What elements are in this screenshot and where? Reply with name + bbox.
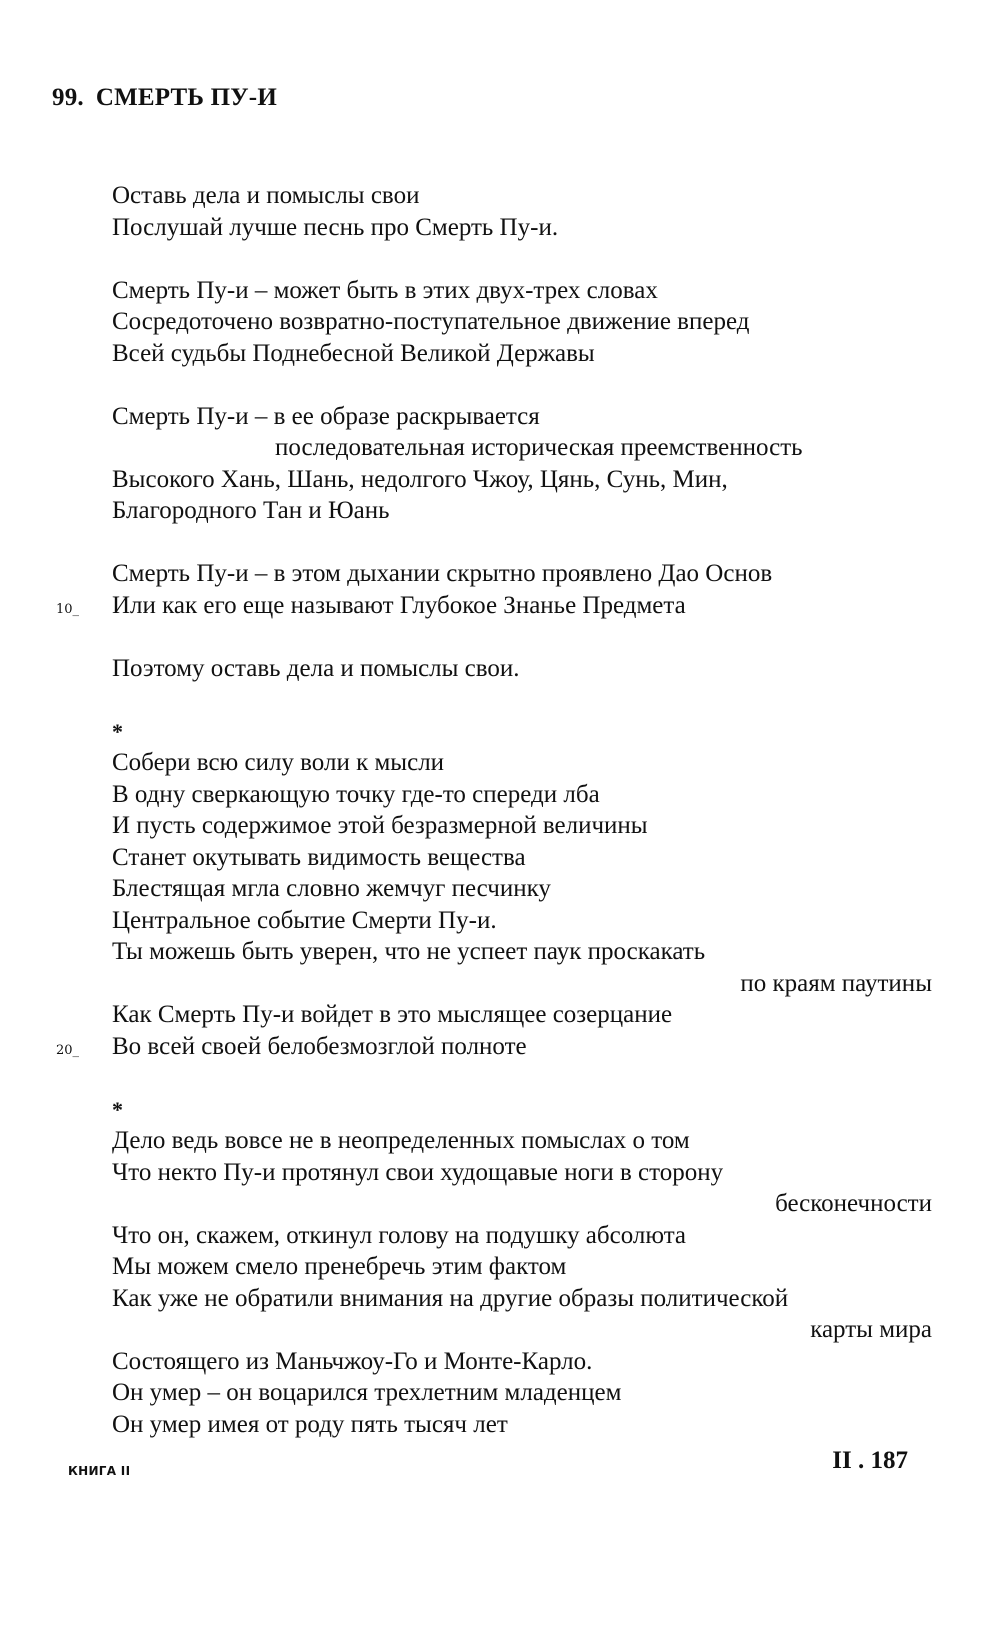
poem-line [112,1125,932,1157]
poem-line-text: Он умер – он воцарился трехлетним младенцем [112,1379,622,1406]
poem-line-text: Ты можешь быть уверен, что не успеет паук проскакать [112,938,706,965]
poem-line-text: Оставь дела и помыслы свои [112,182,420,209]
poem-line [56,1031,932,1063]
poem-line [56,590,932,622]
poem-line-text: Послушай лучше песнь про Смерть Пу-и. [112,213,559,241]
stanza-gap [112,1062,932,1094]
poem-line [112,936,932,968]
poem-line-text: Дело ведь вовсе не в неопределенных помыслах о том [112,1127,690,1154]
poem-line-text: Сосредоточено возвратно-поступательное движение вперед [112,308,750,335]
poem-line [112,653,932,685]
poem-number: 99. [52,84,84,111]
poem-line-text: Всей судьбы Поднебесной Великой Державы [112,339,595,367]
poem-line-text: Смерть Пу-и – в этом дыхании скрытно проявлено Дао Основ [112,560,773,587]
poem-line [112,1409,932,1441]
poem-line-text: Высокого Хань, Шань, недолгого Чжоу, Цянь, Сунь, Мин, [112,465,728,493]
poem-line [112,275,932,307]
section-asterisk: * [112,1096,123,1122]
line-number: 10_ [56,601,80,617]
poem-line [112,810,932,842]
page-number: II . 187 [832,1447,908,1474]
poem-line [112,1188,932,1220]
poem-line-text: Мы можем смело пренебречь этим фактом [112,1253,567,1280]
poem-line-text: Собери всю силу воли к мысли [112,749,445,776]
poem-line-text: последовательная историческая преемственность [275,434,803,461]
poem-line [112,306,932,338]
poem-line [112,495,932,527]
poem-line [112,873,932,905]
poem-line-text: Станет окутывать видимость вещества [112,843,526,871]
stanza-gap [112,684,932,716]
poem-line [112,779,932,811]
line-number: 20_ [56,1042,80,1058]
poem-line [112,1220,932,1252]
poem-line-text: Благородного Тан и Юань [112,497,390,524]
poem-line-text: Блестящая мгла словно жемчуг песчинку [112,875,551,902]
poem-line-text: Как уже не обратили внимания на другие образы политической [112,1284,789,1312]
poem-line-text: Центральное событие Смерти Пу-и. [112,906,497,934]
poem-line-text: Что он, скажем, откинул голову на подушку абсолюта [112,1221,687,1249]
poem-line-text: по краям паутины [740,969,932,997]
stanza-gap [112,369,932,401]
poem-line-text: карты мира [810,1316,932,1343]
poem-line [112,558,932,590]
poem-line [112,180,932,212]
poem-line [112,212,932,244]
poem-line [112,1377,932,1409]
stanza-gap [112,621,932,653]
poem-line-text: И пусть содержимое этой безразмерной величины [112,812,648,839]
poem-line-text: Во всей своей белобезмозглой полноте [112,1032,527,1060]
stanza-gap [112,243,932,275]
poem-line-text: Смерть Пу-и – может быть в этих двух-трех словах [112,276,658,304]
poem-line [112,432,932,464]
poem-line [112,464,932,496]
poem-line [112,1346,932,1378]
poem-line-text: Что некто Пу-и протянул свои худощавые ноги в сторону [112,1158,724,1186]
poem-body [56,180,932,1440]
poem-line-text: бесконечности [775,1190,932,1217]
poem-line [112,1251,932,1283]
poem-heading [52,84,277,112]
section-asterisk: * [112,718,123,744]
poem-line-text: Состоящего из Маньчжоу-Го и Монте-Карло. [112,1347,593,1375]
poem-line-text: Или как его еще называют Глубокое Знанье Предмета [112,591,686,619]
poem-line [112,842,932,874]
poem-line-text: Поэтому оставь дела и помыслы свои. [112,654,520,682]
poem-line [112,905,932,937]
poem-line [112,1314,932,1346]
poem-line [112,1157,932,1189]
poem-line [112,338,932,370]
poem-line-text: В одну сверкающую точку где-то спереди лба [112,780,600,808]
poem-title: СМЕРТЬ ПУ-И [95,84,277,111]
poem-line [112,968,932,1000]
poem-line [112,1283,932,1315]
book-label: КНИГА II [68,1464,131,1478]
poem-line-text: Он умер имея от роду пять тысяч лет [112,1410,508,1438]
poem-line [112,747,932,779]
stanza-gap [112,527,932,559]
poem-line [112,401,932,433]
poem-line-text: Смерть Пу-и – в ее образе раскрывается [112,402,540,430]
poem-line [112,999,932,1031]
poem-line-text: Как Смерть Пу-и войдет в это мыслящее созерцание [112,1001,673,1028]
